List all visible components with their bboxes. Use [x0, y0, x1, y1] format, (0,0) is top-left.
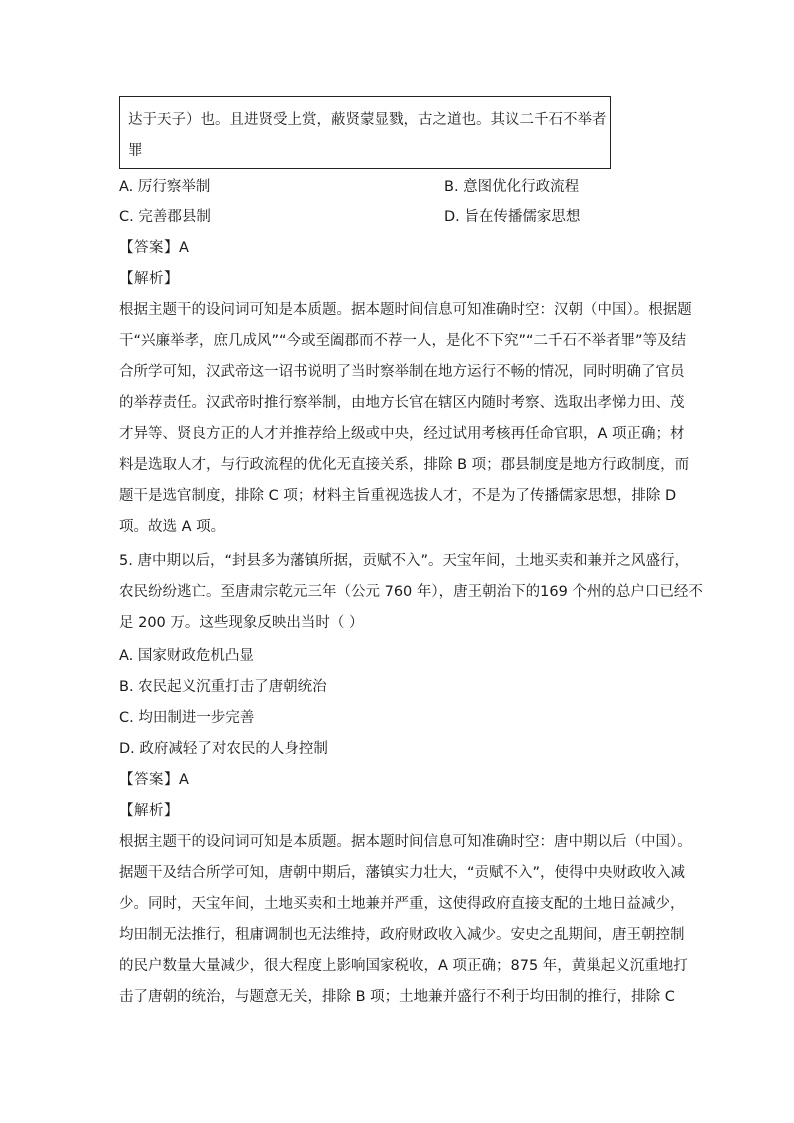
- q4-analysis-line: 料是选取人才，与行政流程的优化无直接关系，排除 B 项；郡县制度是地方行政制度，而: [119, 457, 690, 473]
- q5-analysis-line: 击了唐朝的统治，与题意无关，排除 B 项；土地兼并盛行不利于均田制的推行，排除 C: [119, 989, 675, 1005]
- q5-stem-line: 足 200 万。这些现象反映出当时（ ）: [119, 615, 364, 631]
- q5-analysis-line: 根据主题干的设问词可知是本质题。据本题时间信息可知准确时空：唐中期以后（中国）。: [119, 834, 692, 850]
- q4-option-d: D. 旨在传播儒家思想: [444, 209, 581, 225]
- q4-analysis-line: 题干是选官制度，排除 C 项；材料主旨重视选拔人才，不是为了传播儒家思想，排除 D: [119, 488, 677, 504]
- q5-option-a: A. 国家财政危机凸显: [119, 648, 254, 664]
- q5-analysis-line: 少。同时，天宝年间，土地买卖和土地兼并严重，这使得政府直接支配的土地日益减少，: [119, 896, 685, 912]
- q5-analysis-line: 均田制无法推行，租庸调制也无法维持，政府财政收入减少。安史之乱期间，唐王朝控制: [119, 927, 685, 943]
- q5-option-c: C. 均田制进一步完善: [119, 710, 255, 726]
- q5-answer: 【答案】A: [119, 772, 190, 788]
- q4-analysis-line: 的举荐责任。汉武帝时推行察举制，由地方长官在辖区内随时考察、选取出孝悌力田、茂: [119, 395, 685, 411]
- q5-analysis-line: 据题干及结合所学可知，唐朝中期后，藩镇实力壮大，“贡赋不入”，使得中央财政收入减: [119, 865, 686, 881]
- q4-answer: 【答案】A: [119, 240, 190, 256]
- q4-option-b: B. 意图优化行政流程: [444, 179, 580, 195]
- q5-stem-line: 5. 唐中期以后，“封县多为藩镇所据，贡赋不入”。天宝年间，土地买卖和兼并之风盛行，: [119, 553, 689, 569]
- q4-analysis-line: 才异等、贤良方正的人才并推荐给上级或中央，经过试用考核再任命官职，A 项正确；材: [119, 426, 685, 442]
- q4-analysis-line: 干“兴廉举孝，庶几成风”“今或至阖郡而不荐一人，是化不下究”“二千石不举者罪”等及结: [119, 333, 687, 349]
- q4-analysis-line: 根据主题干的设问词可知是本质题。据本题时间信息可知准确时空：汉朝（中国）。根据题: [119, 302, 692, 318]
- q5-stem: [119, 546, 703, 639]
- q4-analysis-line: 合所学可知，汉武帝这一诏书说明了当时察举制在地方运行不畅的情况，同时明确了官员: [119, 364, 685, 380]
- q5-option-d: D. 政府减轻了对农民的人身控制: [119, 741, 328, 757]
- q4-analysis: [119, 295, 692, 543]
- quote-line-2: 罪: [128, 143, 143, 159]
- q4-analysis-line: 项。故选 A 项。: [119, 519, 226, 535]
- q5-analysis-label: 【解析】: [119, 803, 179, 819]
- q4-option-a: A. 厉行察举制: [119, 179, 211, 195]
- q4-option-c: C. 完善郡县制: [119, 209, 211, 225]
- q4-analysis-label: 【解析】: [119, 271, 179, 287]
- q5-analysis-line: 的民户数量大量减少，很大程度上影响国家税收，A 项正确；875 年，黄巢起义沉重地打: [119, 958, 688, 974]
- quote-box: [119, 96, 611, 169]
- q5-option-b: B. 农民起义沉重打击了唐朝统治: [119, 679, 327, 695]
- q5-analysis: [119, 827, 692, 1013]
- quote-line-1: 达于天子）也。且进贤受上赏，蔽贤蒙显戮，古之道也。其议二千石不举者: [128, 112, 607, 128]
- q5-stem-line: 农民纷纷逃亡。至唐肃宗乾元三年（公元 760 年），唐王朝治下的169 个州的总户口已经不: [119, 584, 703, 600]
